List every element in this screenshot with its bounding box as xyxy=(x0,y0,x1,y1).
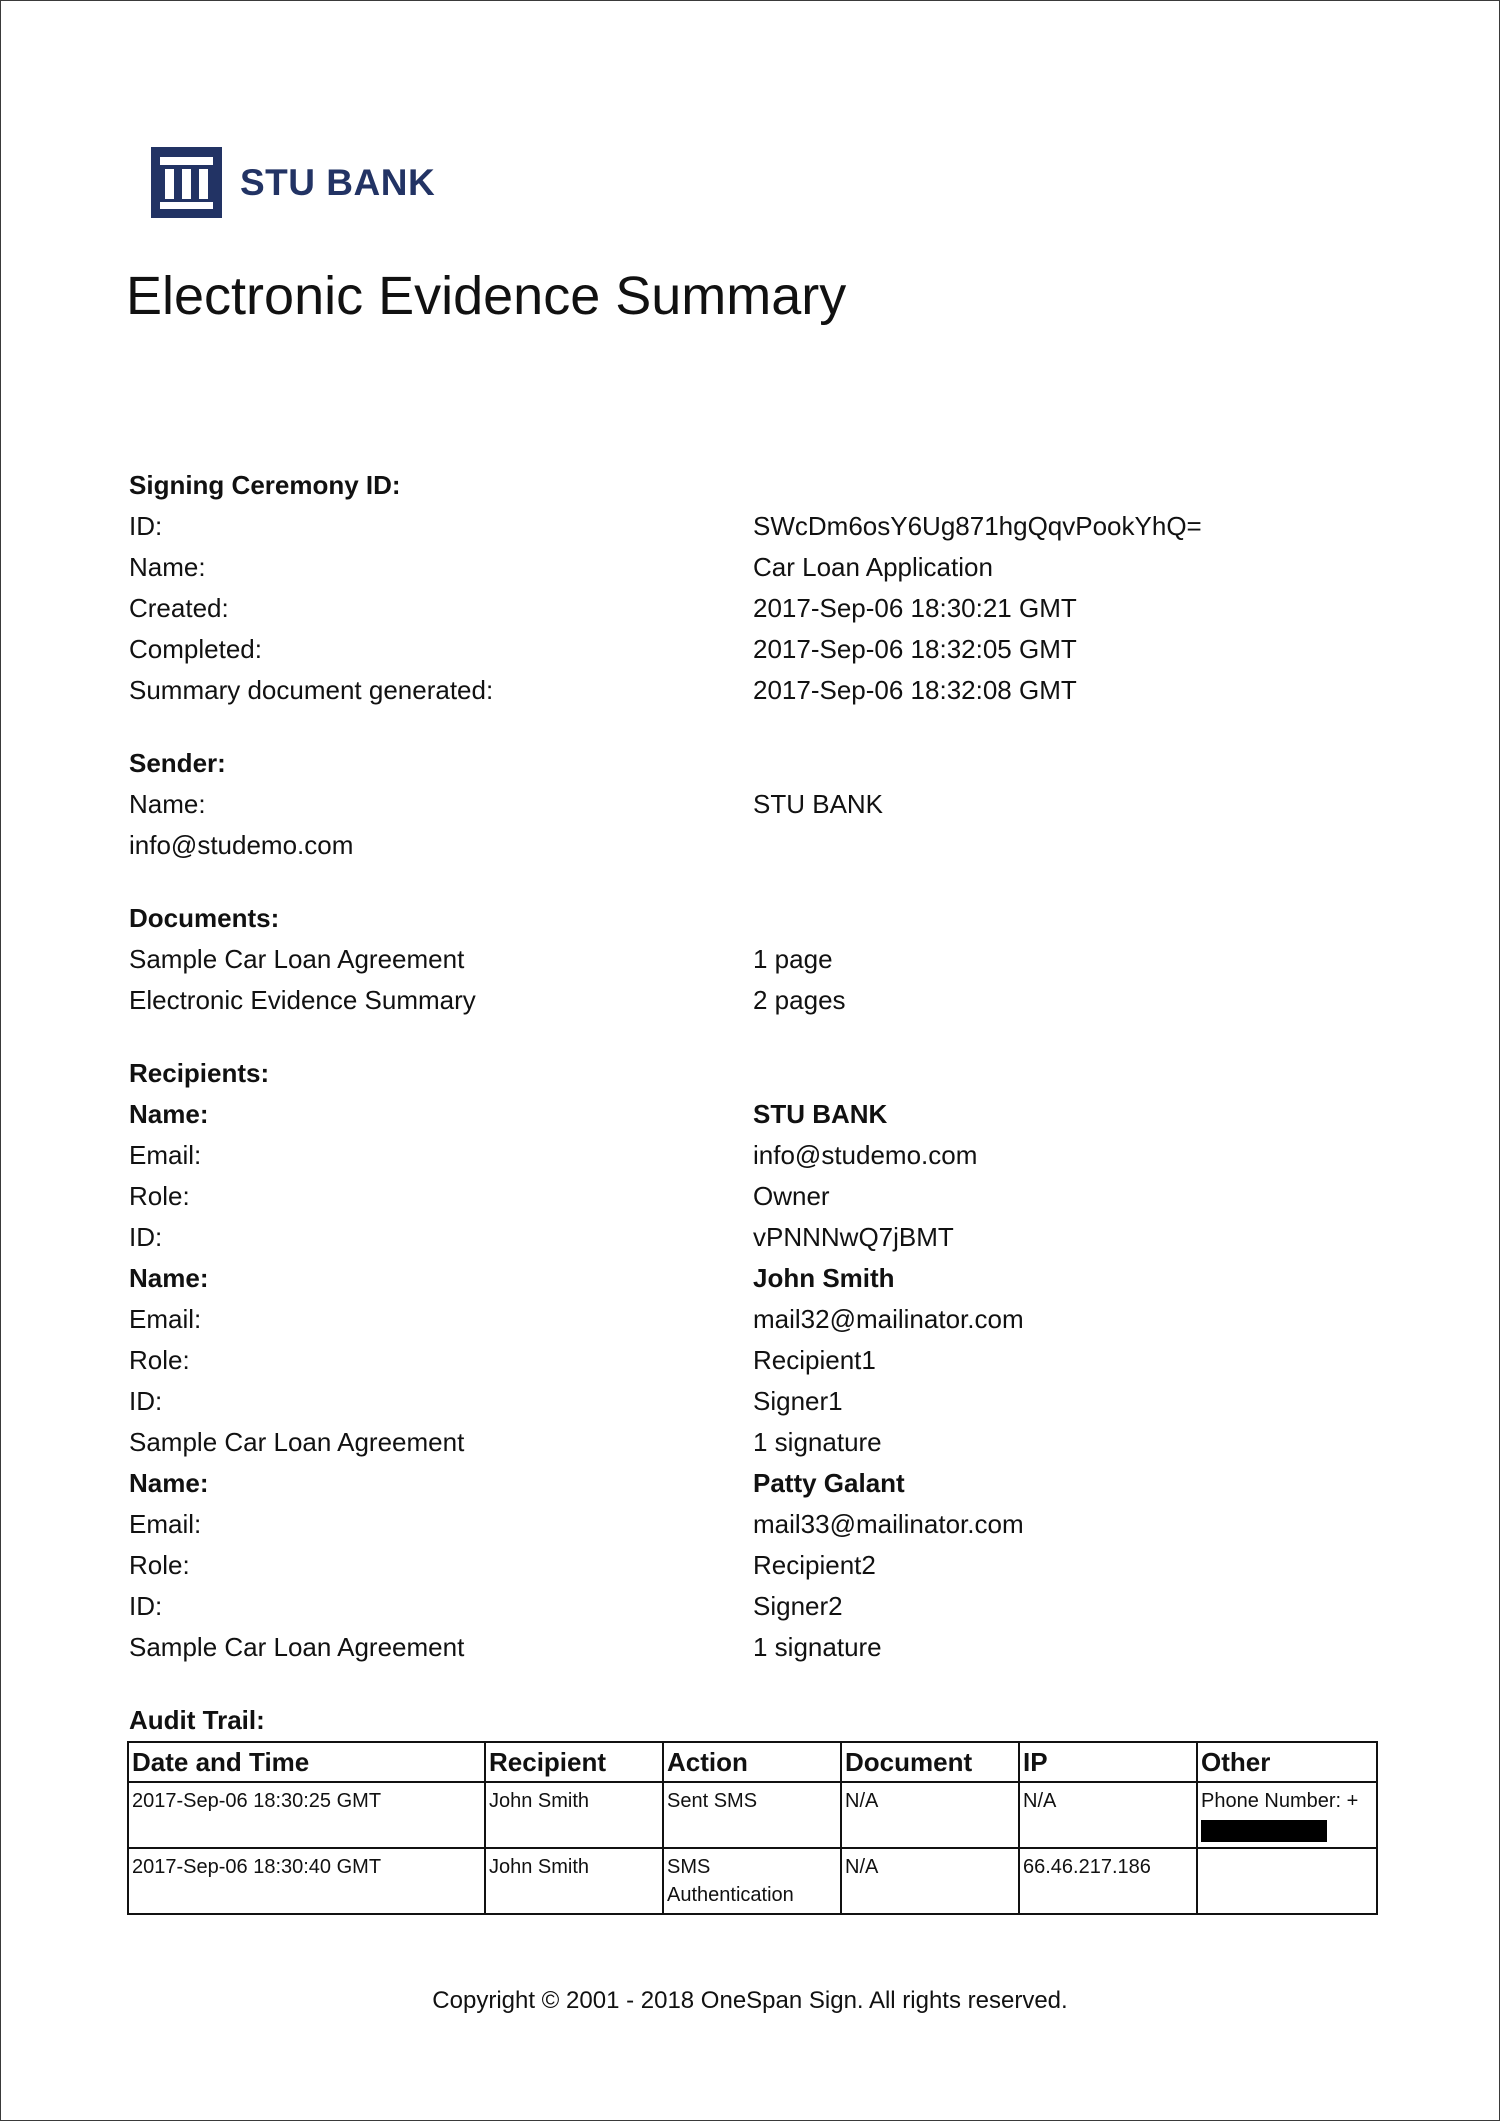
recipient-document-row xyxy=(129,1422,1389,1463)
field-label: ID: xyxy=(129,511,163,541)
document-row xyxy=(129,939,1389,980)
field-label: Name: xyxy=(129,552,206,582)
field-value: Recipient2 xyxy=(753,1550,876,1580)
field-value: mail32@mailinator.com xyxy=(753,1304,1024,1334)
section-spacer xyxy=(129,711,1389,743)
table-cell: Sent SMS xyxy=(663,1782,841,1848)
table-cell: 2017-Sep-06 18:30:40 GMT xyxy=(128,1848,485,1914)
copyright-footer: Copyright © 2001 - 2018 OneSpan Sign. All rights reserved. xyxy=(432,1987,1068,2014)
field-value: vPNNNwQ7jBMT xyxy=(753,1222,954,1252)
column-header: IP xyxy=(1019,1742,1197,1782)
recipients-heading: Recipients: xyxy=(129,1058,270,1088)
field-label: Sample Car Loan Agreement xyxy=(129,1427,465,1457)
document-title: Electronic Evidence Summary xyxy=(126,266,847,326)
column-header: Action xyxy=(663,1742,841,1782)
signing-ceremony-heading: Signing Ceremony ID: xyxy=(129,470,401,500)
column-header: Document xyxy=(841,1742,1019,1782)
column-header: Recipient xyxy=(485,1742,663,1782)
recipient-name: John Smith xyxy=(753,1263,895,1293)
bank-logo xyxy=(151,147,435,218)
recipient-document-row xyxy=(129,1627,1389,1668)
document-name: Electronic Evidence Summary xyxy=(129,985,476,1015)
documents-heading: Documents: xyxy=(129,903,280,933)
field-label: Email: xyxy=(129,1140,202,1170)
table-cell: N/A xyxy=(1019,1782,1197,1848)
field-label: ID: xyxy=(129,1222,163,1252)
table-row xyxy=(128,1848,1377,1914)
bank-columns-icon xyxy=(151,147,222,218)
table-row xyxy=(128,1782,1377,1848)
field-label: ID: xyxy=(129,1591,163,1621)
document-name: Sample Car Loan Agreement xyxy=(129,944,465,974)
ceremony-generated-row xyxy=(129,670,1389,711)
bank-logo-text: STU BANK xyxy=(240,161,436,203)
field-value: Car Loan Application xyxy=(753,552,993,582)
field-value: info@studemo.com xyxy=(753,1140,978,1170)
field-value: 1 signature xyxy=(753,1427,882,1457)
recipient-id-row xyxy=(129,1217,1389,1258)
field-label: Role: xyxy=(129,1345,190,1375)
field-label: Sample Car Loan Agreement xyxy=(129,1632,465,1662)
table-cell: N/A xyxy=(841,1848,1019,1914)
phone-number-label: Phone Number: + xyxy=(1201,1790,1359,1812)
recipient-role-row xyxy=(129,1340,1389,1381)
ceremony-completed-row xyxy=(129,629,1389,670)
table-cell: SMS Authentication xyxy=(663,1848,841,1914)
table-cell xyxy=(1197,1848,1377,1914)
summary-content xyxy=(129,465,1389,1915)
column-header: Other xyxy=(1197,1742,1377,1782)
recipient-name: Patty Galant xyxy=(753,1468,905,1498)
field-value: Signer1 xyxy=(753,1386,843,1416)
field-label: Name: xyxy=(129,1468,209,1498)
other-cell xyxy=(1197,1782,1377,1848)
section-spacer xyxy=(129,866,1389,898)
sender-email-row xyxy=(129,825,1389,866)
recipient-name-row xyxy=(129,1258,1389,1299)
field-label: Completed: xyxy=(129,634,262,664)
sender-heading: Sender: xyxy=(129,748,226,778)
field-label: Name: xyxy=(129,1263,209,1293)
sender-name-row xyxy=(129,784,1389,825)
ceremony-id-row xyxy=(129,506,1389,547)
field-label: Email: xyxy=(129,1509,202,1539)
recipient-name: STU BANK xyxy=(753,1099,888,1129)
table-header-row xyxy=(128,1742,1377,1782)
recipient-name-row xyxy=(129,1463,1389,1504)
recipient-role-row xyxy=(129,1545,1389,1586)
field-value: Signer2 xyxy=(753,1591,843,1621)
field-value: SWcDm6osY6Ug871hgQqvPookYhQ= xyxy=(753,511,1202,541)
field-value: 2017-Sep-06 18:30:21 GMT xyxy=(753,593,1077,623)
field-value: 1 signature xyxy=(753,1632,882,1662)
audit-trail-heading: Audit Trail: xyxy=(129,1705,265,1735)
field-value: mail33@mailinator.com xyxy=(753,1509,1024,1539)
recipient-name-row xyxy=(129,1094,1389,1135)
field-value: Owner xyxy=(753,1181,830,1211)
table-cell: 2017-Sep-06 18:30:25 GMT xyxy=(128,1782,485,1848)
table-cell: N/A xyxy=(841,1782,1019,1848)
table-cell: John Smith xyxy=(485,1782,663,1848)
column-header: Date and Time xyxy=(128,1742,485,1782)
redacted-phone-number xyxy=(1201,1820,1327,1842)
document-pages: 2 pages xyxy=(753,985,846,1015)
field-value xyxy=(753,825,1389,866)
field-label: Name: xyxy=(129,1099,209,1129)
field-label: Email: xyxy=(129,1304,202,1334)
field-value: 2017-Sep-06 18:32:05 GMT xyxy=(753,634,1077,664)
recipient-email-row xyxy=(129,1135,1389,1176)
table-cell: 66.46.217.186 xyxy=(1019,1848,1197,1914)
ceremony-name-row xyxy=(129,547,1389,588)
section-spacer xyxy=(129,1021,1389,1053)
field-label: ID: xyxy=(129,1386,163,1416)
field-label: Role: xyxy=(129,1550,190,1580)
audit-trail-table xyxy=(127,1741,1378,1915)
recipient-email-row xyxy=(129,1504,1389,1545)
field-value: STU BANK xyxy=(753,789,884,819)
document-pages: 1 page xyxy=(753,944,833,974)
field-label: Created: xyxy=(129,593,229,623)
field-label: Role: xyxy=(129,1181,190,1211)
section-spacer xyxy=(129,1668,1389,1700)
field-value: 2017-Sep-06 18:32:08 GMT xyxy=(753,675,1077,705)
table-cell: John Smith xyxy=(485,1848,663,1914)
recipient-role-row xyxy=(129,1176,1389,1217)
recipient-id-row xyxy=(129,1381,1389,1422)
document-row xyxy=(129,980,1389,1021)
recipient-id-row xyxy=(129,1586,1389,1627)
recipient-email-row xyxy=(129,1299,1389,1340)
field-label: Name: xyxy=(129,789,206,819)
ceremony-created-row xyxy=(129,588,1389,629)
field-value: Recipient1 xyxy=(753,1345,876,1375)
field-label: info@studemo.com xyxy=(129,830,354,860)
field-label: Summary document generated: xyxy=(129,675,494,705)
